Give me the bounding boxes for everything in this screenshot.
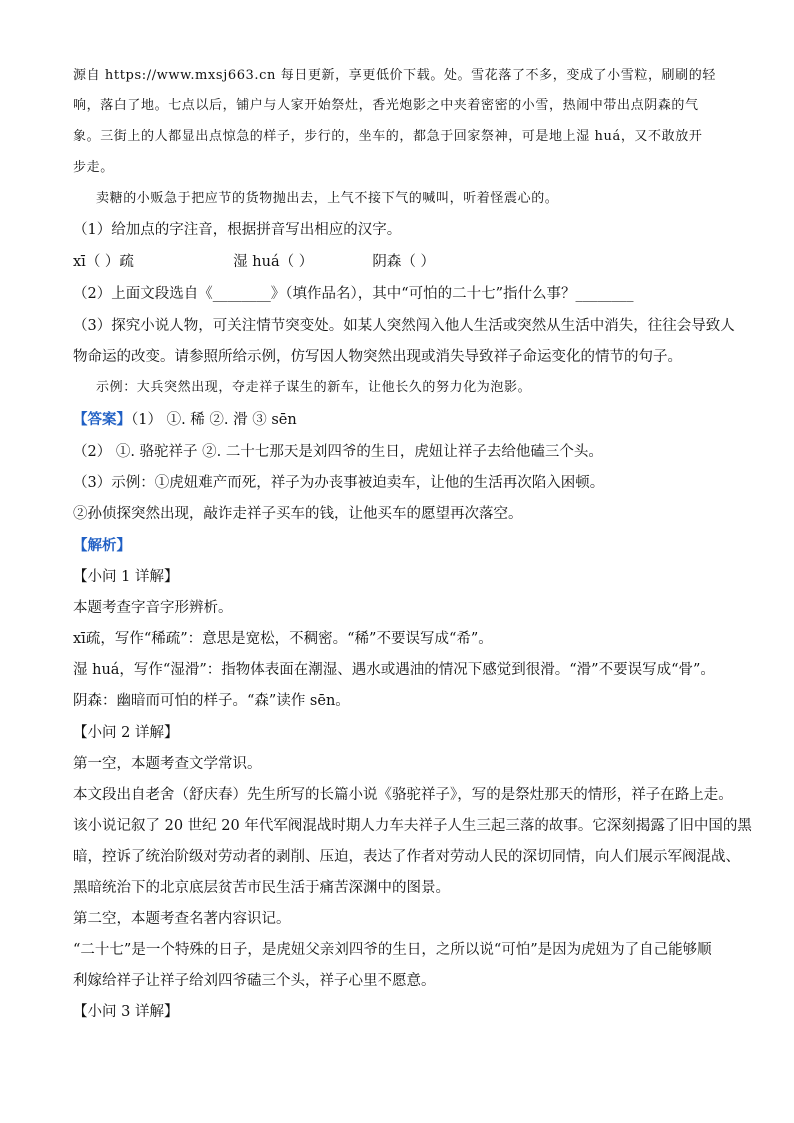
passage-line-3: 象。三街上的人都显出点惊急的样子，步行的，坐车的，都急于回家祭神，可是地上湿 huá，又不敢放开 [73, 129, 703, 144]
analysis-1-line-1: 本题考查字音字形辨析。 [73, 600, 233, 616]
analysis-2-line-7: “二十七”是一个特殊的日子，是虎妞父亲刘四爷的生日，之所以说“可怕”是因为虎妞为了自己能够顺 [73, 942, 712, 958]
example-sentence: 示例：大兵突然出现，夺走祥子谋生的新车，让他长久的努力化为泡影。 [96, 380, 532, 395]
blank-hua: 湿 huá（ ） [233, 254, 314, 270]
analysis-2-line-5: 黑暗统治下的北京底层贫苦市民生活于痛苦深渊中的图景。 [73, 880, 450, 896]
analysis-1-line-2: xī疏，写作“稀疏”：意思是宽松，不稠密。“稀”不要误写成“希”。 [73, 631, 493, 647]
question-2: （2）上面文段选自《________》（填作品名），其中“可怕的二十七”指什么事？________ [73, 286, 634, 302]
blank-sen: 阴森（ ） [372, 254, 436, 270]
answer-1-text: （1） ①. 稀 ②. 滑 ③ sēn [131, 412, 297, 428]
answer-1 [73, 410, 734, 430]
analysis-1-line-4: 阴森：幽暗而可怕的样子。“森”读作 sēn。 [73, 693, 350, 709]
analysis-2-line-4: 暗，控诉了统治阶级对劳动者的剥削、压迫，表达了作者对劳动人民的深切同情，向人们展示军阀混战、 [73, 849, 740, 865]
passage-line-4: 步走。 [73, 160, 114, 175]
answer-label: 【答案】 [73, 411, 131, 428]
passage-line-5: 卖糖的小贩急于把应节的货物抛出去，上气不接下气的喊叫，听着怪震心的。 [96, 191, 559, 206]
blank-xi: xī（ ）疏 [73, 254, 134, 270]
analysis-2-line-1: 第一空，本题考查文学常识。 [73, 756, 262, 772]
analysis-2-line-6: 第二空，本题考查名著内容识记。 [73, 911, 291, 927]
analysis-2-line-8: 利嫁给祥子让祥子给刘四爷磕三个头，祥子心里不愿意。 [73, 973, 436, 989]
answer-3: （3）示例：①虎妞难产而死，祥子为办丧事被迫卖车，让他的生活再次陷入困顿。 [73, 475, 605, 491]
analysis-2-line-2: 本文段出自老舍（舒庆春）先生所写的长篇小说《骆驼祥子》，写的是祭灶那天的情形，祥子在路上走。 [73, 787, 733, 803]
passage-line-1: 源自 https://www.mxsj663.cn 每日更新，享更低价下载。处。雪花落了不多，变成了小雪粒，刷刷的轻 [73, 68, 716, 83]
question-1: （1）给加点的字注音，根据拼音写出相应的汉字。 [73, 222, 402, 238]
question-3-line-1: （3）探究小说人物，可关注情节突变处。如某人突然闯入他人生活或突然从生活中消失，往往会导致人 [73, 318, 735, 334]
sub-question-2-heading: 【小问 2 详解】 [73, 725, 179, 741]
answer-2: （2） ①. 骆驼祥子 ②. 二十七那天是刘四爷的生日，虎妞让祥子去给他磕三个头。 [73, 444, 603, 460]
analysis-label: 【解析】 [73, 537, 131, 554]
answer-3-cont: ②孙侦探突然出现，敲诈走祥子买车的钱，让他买车的愿望再次落空。 [73, 506, 523, 522]
sub-question-1-heading: 【小问 1 详解】 [73, 569, 179, 585]
analysis-2-line-3: 该小说记叙了 20 世纪 20 年代军阀混战时期人力车夫祥子人生三起三落的故事。它深刻揭露了旧中国的黑 [73, 818, 752, 834]
question-3-line-2: 物命运的改变。请参照所给示例，仿写因人物突然出现或消失导致祥子命运变化的情节的句子。 [73, 349, 682, 365]
sub-question-3-heading: 【小问 3 详解】 [73, 1004, 179, 1020]
question-1-blanks [73, 252, 734, 272]
passage-line-2: 响，落白了地。七点以后，铺户与人家开始祭灶，香光炮影之中夹着密密的小雪，热闹中带出点阴森的气 [73, 98, 699, 113]
analysis-1-line-3: 湿 huá，写作“湿滑”：指物体表面在潮湿、遇水或遇油的情况下感觉到很滑。“滑”不要误写成“骨”。 [73, 662, 715, 678]
